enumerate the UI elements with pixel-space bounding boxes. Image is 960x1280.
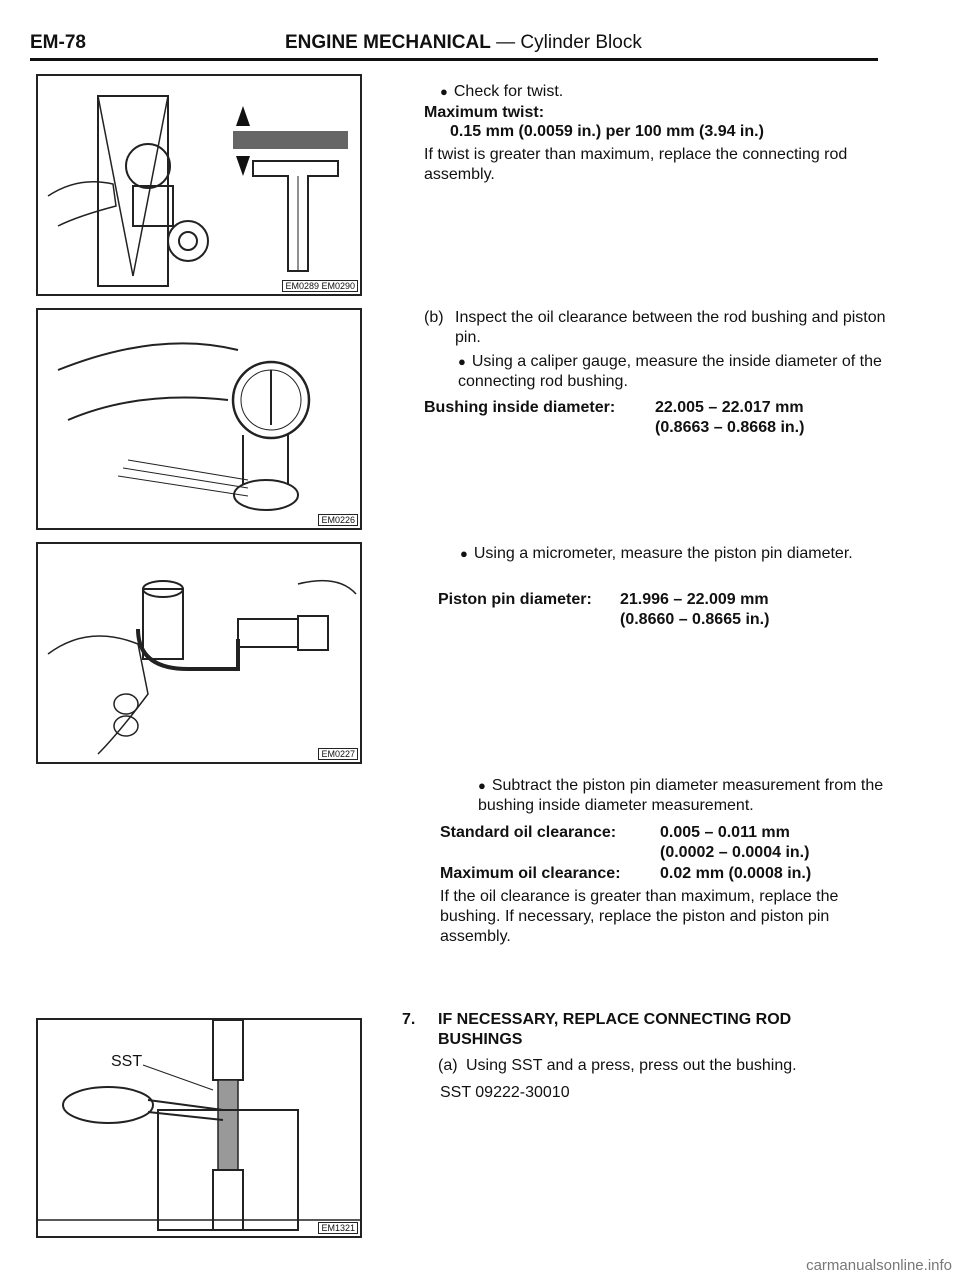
figure-code: EM0226 bbox=[318, 514, 358, 526]
piston-pin-spec-label: Piston pin diameter: bbox=[438, 591, 592, 608]
press-illustration bbox=[38, 1020, 360, 1236]
figure-code: EM0227 bbox=[318, 748, 358, 760]
subsection-title: — Cylinder Block bbox=[490, 32, 642, 53]
maximum-clearance-label: Maximum oil clearance: bbox=[440, 865, 621, 882]
figure-micrometer bbox=[36, 542, 362, 764]
watermark: carmanualsonline.info bbox=[806, 1257, 952, 1274]
twist-illustration bbox=[38, 76, 360, 294]
standard-clearance-label: Standard oil clearance: bbox=[440, 824, 617, 841]
section7-step-number: (a) bbox=[438, 1057, 458, 1074]
figure-caliper-gauge bbox=[36, 308, 362, 530]
piston-pin-spec-value-in: (0.8660 – 0.8665 in.) bbox=[620, 611, 770, 628]
caliper-illustration bbox=[38, 310, 360, 528]
subtract-bullet: ● Subtract the piston pin diameter measurement from the bushing inside diameter measurement. bbox=[478, 776, 898, 816]
section7-number: 7. bbox=[402, 1011, 416, 1028]
bushing-spec-value-mm: 22.005 – 22.017 mm bbox=[655, 399, 804, 416]
micrometer-illustration bbox=[38, 544, 360, 762]
bushing-spec-value-in: (0.8663 – 0.8668 in.) bbox=[655, 419, 805, 436]
sst-number: SST 09222-30010 bbox=[440, 1084, 570, 1101]
page-code: EM-78 bbox=[30, 32, 86, 53]
subtract-note: If the oil clearance is greater than maximum, replace the bushing. If necessary, replace the piston and piston pin assembly. bbox=[440, 888, 839, 945]
bushing-spec-label: Bushing inside diameter: bbox=[424, 399, 616, 416]
page-title bbox=[285, 32, 642, 54]
twist-bullet: ● Check for twist. bbox=[440, 82, 563, 102]
twist-spec-label: Maximum twist: bbox=[424, 104, 545, 121]
clearance-step-text: Inspect the oil clearance between the rod bushing and piston pin. bbox=[455, 309, 886, 346]
maximum-clearance-value: 0.02 mm (0.0008 in.) bbox=[660, 865, 812, 882]
section7-title: IF NECESSARY, REPLACE CONNECTING ROD BUSHINGS bbox=[438, 1011, 792, 1048]
twist-spec-value: 0.15 mm (0.0059 in.) per 100 mm (3.94 in.) bbox=[450, 123, 764, 140]
clearance-step-number: (b) bbox=[424, 309, 444, 326]
section-title: ENGINE MECHANICAL bbox=[285, 32, 491, 53]
standard-clearance-value-in: (0.0002 – 0.0004 in.) bbox=[660, 844, 810, 861]
figure-twist-check bbox=[36, 74, 362, 296]
piston-pin-bullet: ● Using a micrometer, measure the piston pin diameter. bbox=[460, 544, 900, 564]
page-header bbox=[30, 30, 878, 61]
figure-sst-press bbox=[36, 1018, 362, 1238]
piston-pin-spec-value-mm: 21.996 – 22.009 mm bbox=[620, 591, 769, 608]
figure-code: EM0289 EM0290 bbox=[282, 280, 358, 292]
section7-step-text: Using SST and a press, press out the bushing. bbox=[466, 1057, 797, 1074]
twist-note: If twist is greater than maximum, replace the connecting rod assembly. bbox=[424, 146, 848, 183]
clearance-bullet: ● Using a caliper gauge, measure the inside diameter of the connecting rod bushing. bbox=[458, 352, 898, 392]
figure-code: EM1321 bbox=[318, 1222, 358, 1234]
standard-clearance-value-mm: 0.005 – 0.011 mm bbox=[660, 824, 790, 841]
sst-label: SST bbox=[111, 1053, 143, 1070]
